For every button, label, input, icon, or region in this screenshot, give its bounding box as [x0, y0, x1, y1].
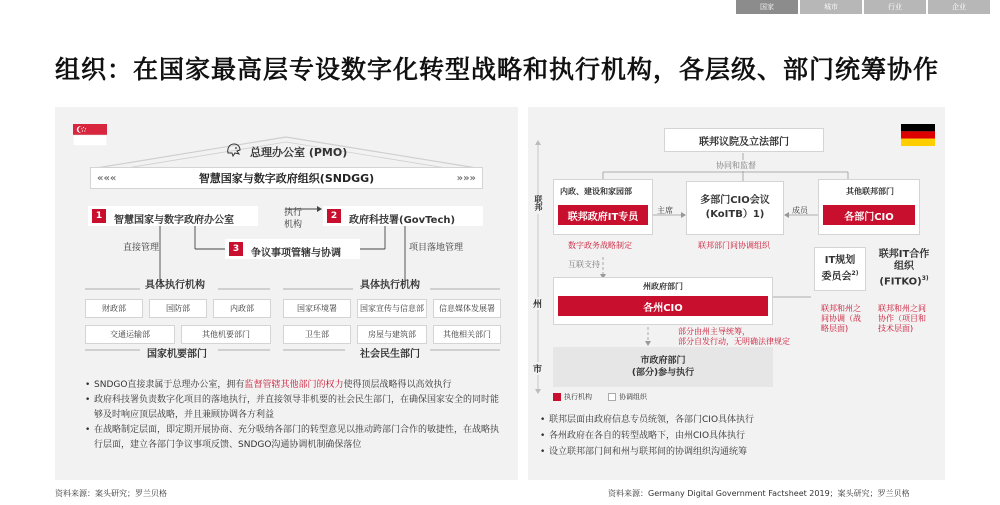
it-plan-label-2: 委员会$^{2)}$ [821, 270, 859, 283]
right-source: 资料来源：Germany Digital Government Factsheet 2019；案头研究；罗兰贝格 [608, 489, 910, 498]
left-group-title: 具体执行机构 [145, 280, 205, 291]
germany-panel [528, 107, 945, 480]
koitb-label-2: (KoITB）1) [705, 209, 765, 220]
exec-label-1: 执行 [284, 208, 303, 218]
strategy-note: 数字政务战略制定 [568, 241, 632, 250]
tab-country[interactable]: 国家 [736, 0, 798, 14]
pmo-label: 总理办公室 (PMO) [250, 146, 348, 159]
fed-state-note: 联邦和州之 间协调（战 略层面) [821, 304, 861, 333]
box1-number: 1 [92, 209, 106, 223]
legend-coord-label: 协调组织 [619, 393, 647, 401]
right-footer-label: 社会民生部门 [360, 349, 420, 360]
interop-label: 互联支持 [568, 260, 600, 269]
dept-home-affairs: 内政部 [213, 299, 271, 318]
sg-bullet-2: • 政府科技署负责数字化项目的落地执行，并直接领导非机要的社会民生部门，在确保国家安全的同时能够及时响应顶层战略，并且兼顾协调各方利益 [85, 393, 505, 423]
ministry-title: 内政、建设和家园部 [560, 187, 632, 196]
box2-number: 2 [327, 209, 341, 223]
dispute-label: 争议事项管辖与协调 [251, 248, 341, 259]
it-plan-label-1: IT规划 [824, 255, 856, 267]
level-federal: 联邦 [533, 195, 543, 214]
koitb-box [686, 181, 784, 235]
dept-health: 卫生部 [283, 325, 351, 344]
dept-cio-box: 各部门CIO [823, 205, 915, 225]
sndgo-label: 智慧国家与数字政府办公室 [114, 215, 234, 226]
germany-bullets [540, 412, 935, 460]
city-title-2: (部分)参与执行 [631, 368, 695, 378]
dept-transport: 交通运输部 [85, 325, 175, 344]
chevron-left-icon: ««« [97, 172, 117, 184]
project-mgmt-label: 项目落地管理 [409, 243, 464, 253]
legend-exec-swatch [553, 393, 561, 401]
top-nav [734, 0, 990, 14]
tab-industry[interactable]: 行业 [864, 0, 926, 14]
chair-label: 主席 [657, 206, 673, 215]
city-title-1: 市政府部门 [640, 356, 686, 366]
tab-city[interactable]: 城市 [800, 0, 862, 14]
koitb-label-1: 多部门CIO会议 [700, 195, 770, 206]
fitko-label-2: 组织 [894, 261, 914, 273]
state-note: 部分由州主导统筹， 部分自发行动，无明确法律规定 [678, 327, 790, 346]
dept-defense: 国防部 [149, 299, 207, 318]
state-title: 州政府部门 [643, 282, 683, 291]
exec-label-2: 机构 [284, 220, 303, 230]
level-state: 州 [533, 297, 542, 310]
legend-coord-swatch [608, 393, 616, 401]
dept-infocomm-media: 信息媒体发展署 [433, 299, 501, 318]
tab-enterprise[interactable]: 企业 [928, 0, 990, 14]
govtech-label: 政府科技署(GovTech) [349, 215, 456, 226]
fitko-note: 联邦和州之间 协作（项目和 技术层面) [878, 304, 926, 333]
singapore-bullets [85, 378, 505, 453]
member-label: 成员 [792, 206, 808, 215]
de-bullet-1: • 联邦层面由政府信息专员统领，各部门CIO具体执行 [540, 412, 935, 428]
fitko-label-1: 联邦IT合作 [878, 249, 930, 261]
de-bullet-2: • 各州政府在各自的转型战略下，由州CIO具体执行 [540, 428, 935, 444]
right-group-title: 具体执行机构 [360, 280, 420, 291]
dept-communications: 国家宣传与信息部 [357, 299, 427, 318]
sg-bullet-1: • SNDGO直接隶属于总理办公室，拥有监督管辖其他部门的权力使得顶层战略得以高效执行 [85, 378, 505, 393]
sg-bullet-3: • 在战略制定层面，即定期开展协商、充分吸纳各部门的转型意见以推动跨部门合作的敏捷性，在战略执行层面，建立各部门争议事项反馈、SNDGO沟通协调机制确保落位 [85, 423, 505, 453]
dept-environment: 国家环境署 [283, 299, 351, 318]
dept-other-confidential: 其他机要部门 [181, 325, 271, 344]
level-city: 市 [533, 362, 542, 375]
other-federal-title: 其他联邦部门 [846, 187, 894, 196]
dept-housing: 房屋与建筑部 [357, 325, 427, 344]
singapore-panel [55, 107, 518, 480]
state-cio-box: 各州CIO [558, 296, 768, 316]
left-footer-label: 国家机要部门 [147, 349, 207, 360]
de-bullet-3: • 设立联邦部门间和州与联邦间的协调组织沟通统筹 [540, 444, 935, 460]
fitko-box [870, 247, 938, 291]
legend-exec-label: 执行机构 [564, 393, 592, 401]
it-plan-box [814, 247, 866, 291]
dept-finance: 财政部 [85, 299, 143, 318]
sndgg-box [90, 167, 483, 189]
dept-other-related: 其他相关部门 [433, 325, 501, 344]
chevron-right-icon: »»» [456, 172, 476, 184]
coord-note: 联邦部门间协调组织 [698, 241, 770, 250]
city-box [553, 347, 773, 387]
box3-number: 3 [229, 242, 243, 256]
fitko-label-3: (FITKO)$^{3)}$ [879, 275, 929, 288]
sndgg-label: 智慧国家与数字政府组织(SNDGG) [198, 172, 375, 185]
direct-mgmt-label: 直接管理 [123, 243, 160, 253]
lion-head-icon [225, 141, 243, 159]
group-bracket-lines [55, 282, 518, 362]
page-title: 组织：在国家最高层专设数字化转型战略和执行机构，各层级、部门统筹协作 [55, 55, 940, 84]
parliament-box: 联邦议院及立法部门 [664, 128, 824, 152]
left-source: 资料来源：案头研究；罗兰贝格 [55, 489, 167, 498]
federal-cio-box: 联邦政府IT专员 [558, 205, 648, 225]
supervise-label: 协同和监督 [713, 160, 759, 171]
